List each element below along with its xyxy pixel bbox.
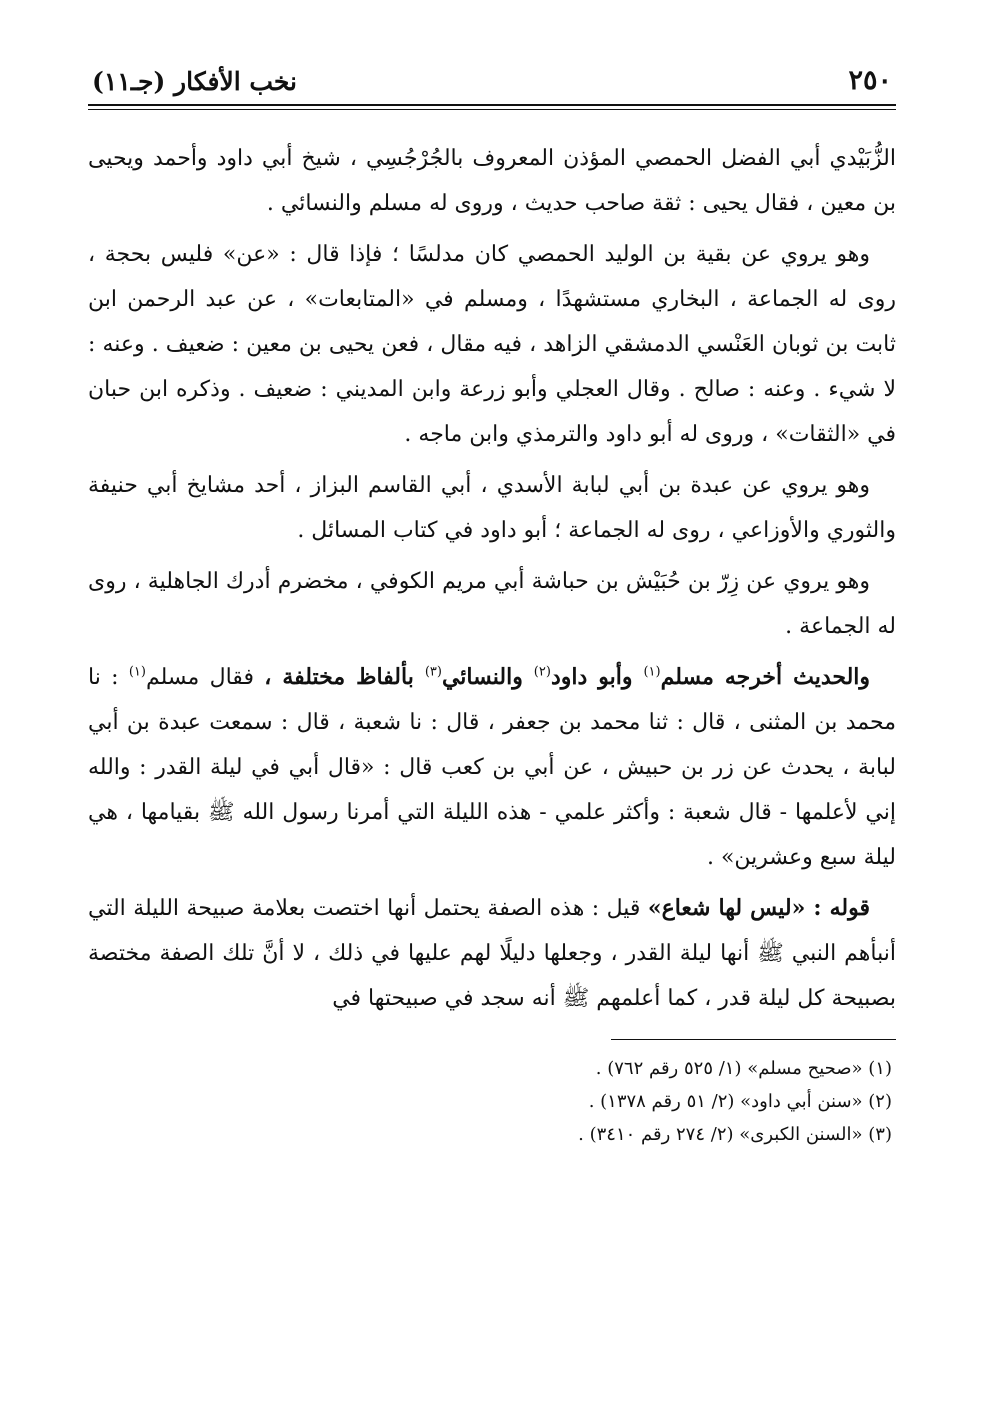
- footnote-1: (١) «صحيح مسلم» (١/ ٥٢٥ رقم ٧٦٢) .: [595, 1058, 892, 1079]
- main-text: [88, 136, 896, 1021]
- footnote-separator: [611, 1039, 896, 1040]
- paragraph-narrator-baqiyya: وهو يروي عن بقية بن الوليد الحمصي كان مدلسًا ؛ فإذا قال : «عن» فليس بحجة ، روى له الجماعة ، البخاري مستشهدًا ، ومسلم في «المتابعات» ، عن عبد الرحمن ابن ثابت بن ثوبان العَنْسي الدمشقي الزاهد ، فيه مقال ، فعن يحيى بن معين : ضعيف . وعنه : لا شيء . وعنه : صالح . وقال العجلي وأبو زرعة وابن المديني : ضعيف . وذكره ابن حبان في «الثقات» ، وروى له أبو داود والترمذي وابن ماجه .: [88, 242, 896, 447]
- hadith-muslim-said: فقال مسلم: [145, 665, 265, 690]
- paragraph-narrator-zubaydi: الزُّبَيْدي أبي الفضل الحمصي المؤذن المعروف بالجُرْجُسِي ، شيخ أبي داود وأحمد ويحيى بن معين ، فقال يحيى : ثقة صاحب حديث ، وروى له مسلم والنسائي .: [88, 146, 896, 216]
- paragraph-narrator-abda: وهو يروي عن عبدة بن أبي لبابة الأسدي ، أبي القاسم البزاز ، أحد مشايخ أبي حنيفة والثوري والأوزاعي ، روى له الجماعة ؛ أبو داود في كتاب المسائل .: [88, 473, 896, 543]
- footnote-3: (٣) «السنن الكبرى» (٢/ ٢٧٤ رقم ٣٤١٠) .: [578, 1124, 892, 1145]
- paragraph-narrator-zirr: وهو يروي عن زِرّ بن حُبَيْش بن حباشة أبي مريم الكوفي ، مخضرم أدرك الجاهلية ، روى له الجماعة .: [88, 569, 896, 639]
- hadith-intro-muslim: والحديث أخرجه مسلم: [660, 664, 871, 690]
- hadith-intro-nasai: والنسائي: [441, 664, 534, 690]
- header-rule: [88, 104, 896, 110]
- commentary-lemma: قوله : «ليس لها شعاع»: [647, 895, 870, 921]
- footnotes: [88, 1052, 896, 1151]
- hadith-isnad-and-matn: : نا محمد بن المثنى ، قال : ثنا محمد بن جعفر ، قال : نا شعبة ، قال : سمعت عبدة بن أبي لبابة ، يحدث عن زر بن حبيش ، عن أبي بن كعب قال : «قال أبي في ليلة القدر : والله إني لأعلمها - قال شعبة : وأكثر علمي - هذه الليلة التي أمرنا رسول الله ﷺ بقيامها ، هي ليلة سبع وعشرين» .: [88, 665, 896, 870]
- footnote-ref-3[interactable]: (٣): [424, 664, 442, 680]
- hadith-intro-wording: بألفاظ مختلفة ،: [264, 664, 425, 690]
- page-number: ٢٥٠: [848, 65, 892, 96]
- footnote-ref-2[interactable]: (٢): [533, 664, 551, 680]
- book-title: نخب الأفكار (جـ١١): [92, 67, 298, 96]
- footnote-2: (٢) «سنن أبي داود» (٢/ ٥١ رقم ١٣٧٨) .: [588, 1091, 892, 1112]
- footnote-ref-1-repeat[interactable]: (١): [128, 664, 146, 680]
- hadith-intro-abudawud: وأبو داود: [550, 664, 644, 690]
- paragraph-commentary: [88, 886, 896, 1021]
- footnote-ref-1[interactable]: (١): [643, 664, 661, 680]
- book-page: [88, 56, 896, 1151]
- paragraph-hadith-sources: [88, 655, 896, 880]
- commentary-text: قيل : هذه الصفة يحتمل أنها اختصت بعلامة صبيحة الليلة التي أنبأهم النبي ﷺ أنها ليلة القدر ، وجعلها دليلًا لهم عليها في ذلك ، لا أنَّ تلك الصفة مختصة بصبيحة كل ليلة قدر ، كما أعلمهم ﷺ أنه سجد في صبيحتها في: [88, 896, 896, 1011]
- running-header: [88, 56, 896, 96]
